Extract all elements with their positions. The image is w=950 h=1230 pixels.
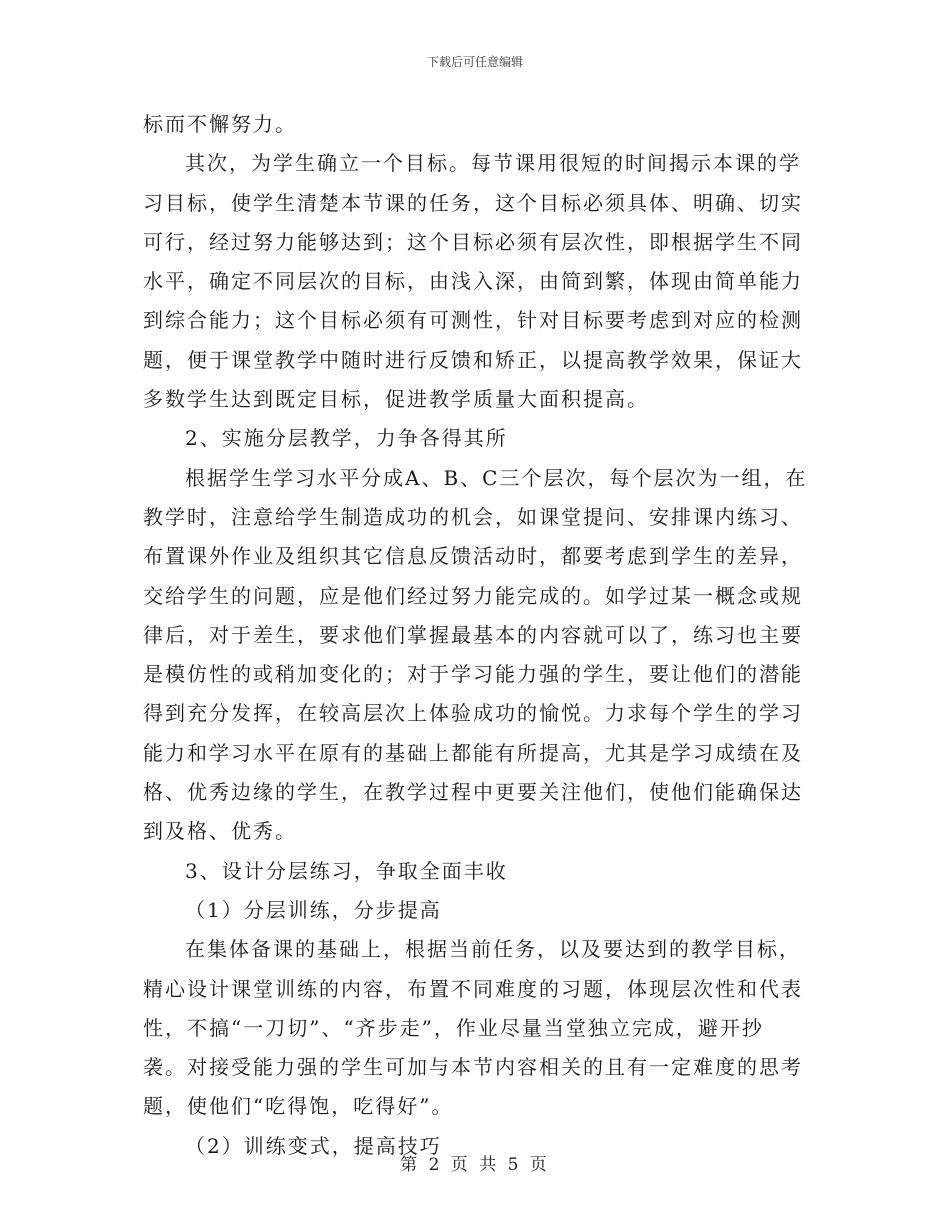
text-line: 多数学生达到既定目标，促进教学质量大面积提高。 [143,387,649,412]
text-line: 律后，对于差生，要求他们掌握最基本的内容就可以了，练习也主要 [143,622,803,647]
subsection-heading: （1）分层训练，分步提高 [185,897,442,922]
text-line: 教学时，注意给学生制造成功的机会，如课堂提问、安排课内练习、 [143,504,803,529]
text-line: 交给学生的问题，应是他们经过努力能完成的。如学过某一概念或规 [143,583,803,608]
page-number: 第 2 页 共 5 页 [400,1155,550,1175]
text-line: 标而不懈努力。 [143,112,297,136]
text-line: 布置课外作业及组织其它信息反馈活动时，都要考虑到学生的差异， [143,544,803,569]
text-line: 习目标，使学生清楚本节课的任务，这个目标必须具体、明确、切实 [143,190,803,215]
text-line: 能力和学习水平在原有的基础上都能有所提高，尤其是学习成绩在及 [143,740,803,765]
text-line: 袭。对接受能力强的学生可加与本节内容相关的且有一定难度的思考 [143,1055,803,1080]
section-heading: 3、设计分层练习，争取全面丰收 [185,858,508,883]
text-line: 格、优秀边缘的学生，在教学过程中更要关注他们，使他们能确保达 [143,780,803,805]
document-body [143,105,808,1166]
text-line: 到及格、优秀。 [143,819,297,844]
text-line: 题，便于课堂教学中随时进行反馈和矫正，以提高教学效果，保证大 [143,347,803,372]
text-line: 是模仿性的或稍加变化的；对于学习能力强的学生，要让他们的潜能 [143,662,803,687]
section-heading: 2、实施分层教学，力争各得其所 [185,426,508,451]
text-line: 精心设计课堂训练的内容，布置不同难度的习题，体现层次性和代表 [143,976,803,1001]
text-line: 在集体备课的基础上，根据当前任务，以及要达到的教学目标， [185,937,801,962]
text-line: 根据学生学习水平分成A、B、C三个层次，每个层次为一组，在 [185,465,808,490]
text-line: 到综合能力；这个目标必须有可测性，针对目标要考虑到对应的检测 [143,308,803,333]
text-line: 水平，确定不同层次的目标，由浅入深，由简到繁，体现由简单能力 [143,269,803,294]
download-edit-note: 下载后可任意编辑 [426,55,523,69]
text-line: 可行，经过努力能够达到；这个目标必须有层次性，即根据学生不同 [143,229,803,254]
text-line: 得到充分发挥，在较高层次上体验成功的愉悦。力求每个学生的学习 [143,701,803,726]
text-line: 题，使他们“吃得饱，吃得好”。 [143,1094,454,1119]
subsection-heading: （2）训练变式，提高技巧 [185,1133,442,1158]
text-line: 其次，为学生确立一个目标。每节课用很短的时间揭示本课的学 [185,151,801,176]
text-line: 性，不搞“一刀切”、“齐步走”，作业尽量当堂独立完成，避开抄 [143,1015,764,1040]
